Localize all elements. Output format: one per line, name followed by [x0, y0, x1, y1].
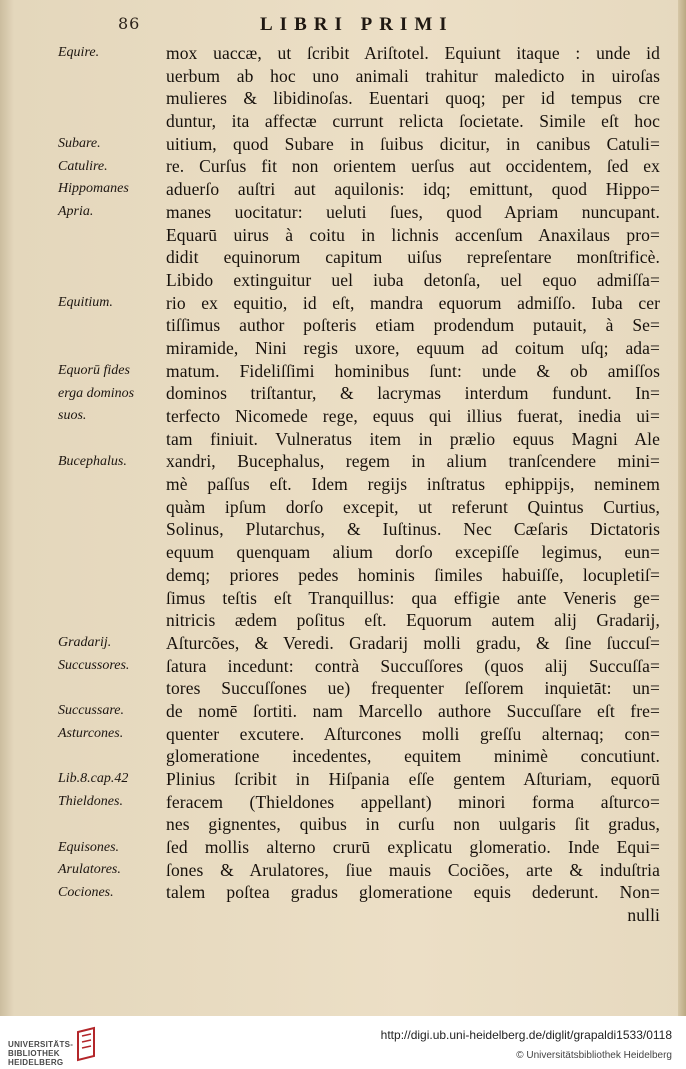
- text-line: tiſſimus author poſteris etiam prodendum putauit, à Se=: [166, 315, 660, 336]
- margin-note: Lib.8.cap.42: [58, 771, 129, 787]
- margin-note: Equisones.: [58, 839, 120, 855]
- permalink-url[interactable]: http://digi.ub.uni-heidelberg.de/diglit/grapaldi1533/0118: [380, 1028, 672, 1042]
- text-line: ſed mollis alterno crurū explicatu glomeratio. Inde Equi=: [166, 837, 660, 858]
- logo-text-line2: BIBLIOTHEK: [8, 1049, 60, 1058]
- page-edge: [678, 0, 686, 1016]
- text-line: mulieres & libidinoſas. Euentari quoq; per id tempus cre: [166, 88, 660, 109]
- margin-note: Subare.: [58, 135, 101, 151]
- logo-text-line3: HEIDELBERG: [8, 1058, 64, 1067]
- text-line: Libido extinguitur uel iuba detonſa, uel equo admiſſa=: [166, 269, 660, 290]
- text-line: uitium, quod Subare in ſuibus dicitur, in canibus Catuli=: [166, 133, 660, 154]
- text-line: nitricis ædem poſitus eſt. Equorum autem alij Gradarij,: [166, 610, 660, 631]
- text-line: Equarū uirus à coitu in lichnis accenſum Anaxilaus pro=: [166, 224, 660, 245]
- running-head-title: LIBRI PRIMI: [260, 14, 454, 35]
- text-line: terfecto Nicomede rege, equus qui illius fuerat, inedia ui=: [166, 406, 660, 426]
- text-line: rio ex equitio, id eſt, mandra equorum admiſſo. Iuba cer: [166, 292, 660, 313]
- library-logo[interactable]: [8, 1026, 128, 1066]
- margin-note: Equitium.: [58, 294, 113, 310]
- margin-note: Catulire.: [58, 158, 108, 174]
- text-line: nulli: [627, 905, 660, 926]
- library-emblem-icon: [74, 1026, 100, 1062]
- margin-note: Bucephalus.: [58, 453, 127, 469]
- text-line: ſatura incedunt: contrà Succuſſores (quos alij Succuſſa=: [166, 655, 660, 676]
- text-line: miramide, Nini regis uxore, equum ad coitum uſq; ada=: [166, 337, 660, 358]
- text-line: quenter excutere. Aſturcones molli greſſu alternaq; con=: [166, 723, 660, 744]
- text-line: equum quenquam alium dorſo excepiſſe legimus, eun=: [166, 542, 660, 563]
- logo-text-line1: UNIVERSITÄTS-: [8, 1040, 74, 1049]
- margin-note: Thieldones.: [58, 794, 123, 810]
- text-line: Solinus, Plutarchus, & Iuſtinus. Nec Cæſaris Dictatoris: [166, 519, 660, 540]
- margin-note: suos.: [58, 408, 87, 424]
- text-line: glomeratione incedentes, equitem minimè concutiunt.: [166, 746, 660, 767]
- text-line: demq; priores pedes hominis ſimiles habuiſſe, locupletiſ=: [166, 564, 660, 585]
- text-line: manes uocitatur: ueluti ſues, quod Apriam nuncupant.: [166, 201, 660, 222]
- text-line: dominos triſtantur, & lacrymas interdum fundunt. In=: [166, 383, 660, 404]
- margin-note: Succussare.: [58, 703, 124, 719]
- text-line: didit equinorum capitum uiſus repreſentare monſtrificè.: [166, 247, 660, 268]
- margin-note: erga dominos: [58, 385, 135, 401]
- margin-notes: [0, 0, 160, 1016]
- text-line: tam finiuit. Vulneratus item in prælio equus Magni Ale: [166, 428, 660, 449]
- text-line: aduerſo auſtri aut aquilonis: idq; emittunt, quod Hippo=: [166, 179, 660, 200]
- text-line: feracem (Thieldones appellant) minori forma aſturco=: [166, 791, 660, 812]
- text-line: tores Succuſſones ue) frequenter ſeſſorem inquietāt: un=: [166, 678, 660, 699]
- body-text: [166, 42, 660, 927]
- margin-note: Equorū fides: [58, 362, 130, 378]
- page-number: 86: [118, 14, 141, 33]
- copyright-notice: © Universitätsbibliothek Heidelberg: [516, 1050, 672, 1061]
- text-line: re. Curſus fit non orientem uerſus aut occidentem, ſed ex: [166, 156, 660, 177]
- text-line: de nomē ſortiti. nam Marcello authore Succuſſare eſt fre=: [166, 700, 660, 721]
- text-line: ſimus teſtis eſt Tranquillus: qua effigie ante Veneris ge=: [166, 587, 660, 608]
- margin-note: Gradarij.: [58, 635, 112, 651]
- text-line: nes gignentes, quibus in curſu non uulgaris ſit gradus,: [166, 814, 660, 835]
- text-line: uerbum ab hoc uno animali trahitur maledicto in uiroſas: [166, 65, 660, 86]
- text-line: talem poſtea gradus glomeratione equis dederunt. Non=: [166, 882, 660, 903]
- text-line: Plinius ſcribit in Hiſpania eſſe gentem Aſturiam, equorū: [166, 769, 660, 789]
- margin-note: Arulatores.: [58, 862, 121, 878]
- text-line: quàm ipſum dorſo excepit, ut referunt Quintus Curtius,: [166, 496, 660, 517]
- margin-note: Asturcones.: [58, 726, 124, 741]
- text-line: matum. Fideliſſimi hominibus ſunt: unde & ob amiſſos: [166, 360, 660, 381]
- margin-note: Equire.: [58, 45, 100, 60]
- text-line: xandri, Bucephalus, regem in alium tranſcendere mini=: [166, 451, 660, 472]
- text-line: Aſturcões, & Veredi. Gradarij molli gradu, & ſine ſuccuſ=: [166, 632, 660, 653]
- margin-note: Succussores.: [58, 657, 130, 673]
- viewer-footer: [0, 1016, 686, 1069]
- text-line: mox uaccæ, ut ſcribit Ariſtotel. Equiunt itaque : unde id: [166, 43, 660, 63]
- margin-note: Cociones.: [58, 884, 114, 900]
- margin-note: Hippomanes: [58, 181, 129, 197]
- text-line: mè paſſus eſt. Idem regijs inſtratus ephippijs, neminem: [166, 474, 660, 495]
- text-line: duntur, ita affectæ currunt relicta ſocietate. Simile eſt hoc: [166, 111, 660, 132]
- text-line: ſones & Arulatores, ſiue mauis Cociões, arte & induſtria: [166, 859, 660, 880]
- margin-note: Apria.: [58, 203, 94, 219]
